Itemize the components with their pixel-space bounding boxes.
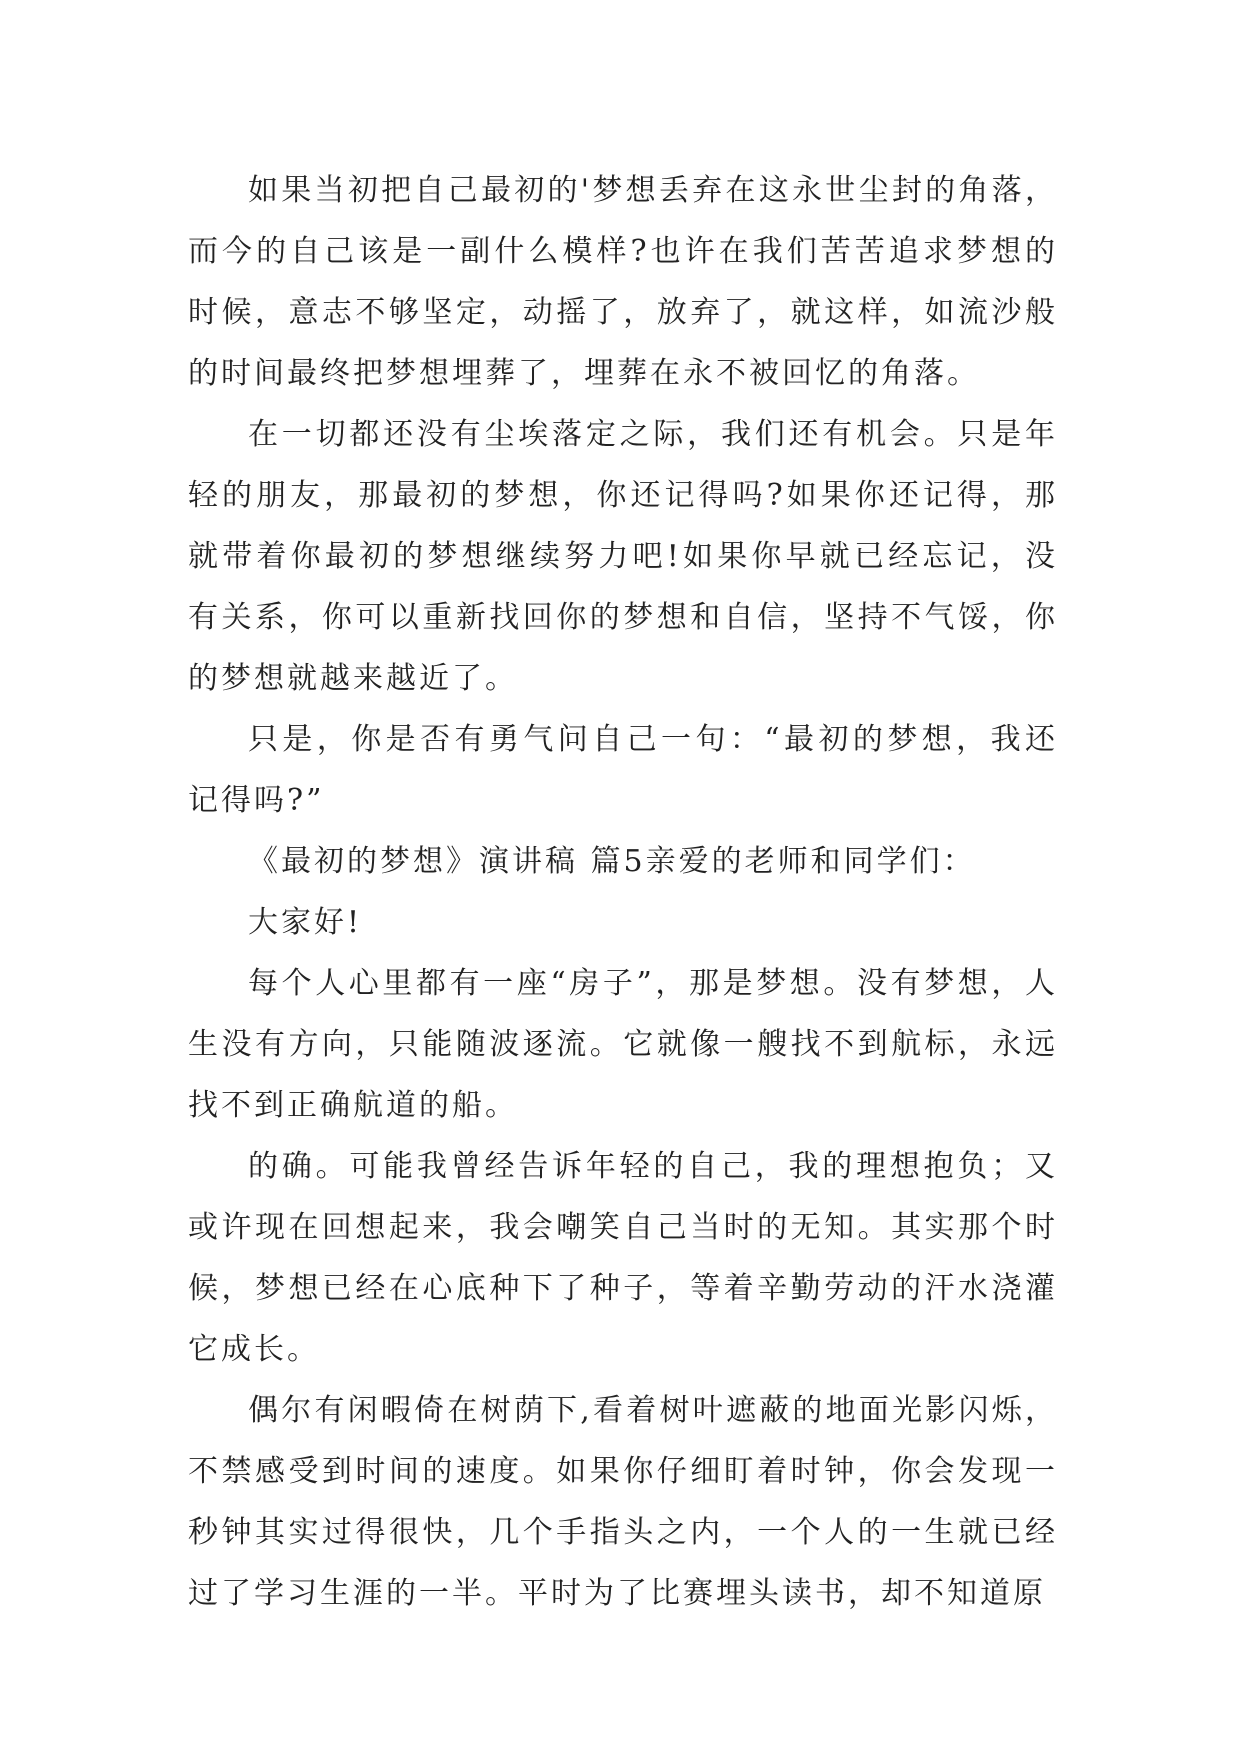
greeting: 大家好!	[248, 905, 363, 940]
paragraph: 的确。可能我曾经告诉年轻的自己，我的理想抱负；又或许现在回想起来，我会嘲笑自己当时的无知。其实那个时候，梦想已经在心底种下了种子，等着辛勤劳动的汗水浇灌它成长。	[188, 1149, 1058, 1367]
document-body	[188, 160, 1058, 1624]
paragraph: 在一切都还没有尘埃落定之际，我们还有机会。只是年轻的朋友，那最初的梦想，你还记得吗?如果你还记得，那就带着你最初的梦想继续努力吧!如果你早就已经忘记，没有关系，你可以重新找回你的梦想和自信，坚持不气馁，你的梦想就越来越近了。	[188, 417, 1058, 696]
section-heading: 《最初的梦想》演讲稿 篇5亲爱的老师和同学们：	[248, 844, 976, 879]
paragraph: 偶尔有闲暇倚在树荫下,看着树叶遮蔽的地面光影闪烁，不禁感受到时间的速度。如果你仔细盯着时钟，你会发现一秒钟其实过得很快，几个手指头之内，一个人的一生就已经过了学习生涯的一半。平时为了比赛埋头读书，却不知道原	[188, 1393, 1058, 1611]
paragraph: 如果当初把自己最初的'梦想丢弃在这永世尘封的角落，而今的自己该是一副什么模样?也许在我们苦苦追求梦想的时候，意志不够坚定，动摇了，放弃了，就这样，如流沙般的时间最终把梦想埋葬了，埋葬在永不被回忆的角落。	[188, 173, 1058, 391]
paragraph: 只是，你是否有勇气问自己一句：“最初的梦想，我还记得吗?”	[188, 722, 1058, 818]
paragraph: 每个人心里都有一座“房子”，那是梦想。没有梦想，人生没有方向，只能随波逐流。它就像一艘找不到航标，永远找不到正确航道的船。	[188, 966, 1058, 1123]
